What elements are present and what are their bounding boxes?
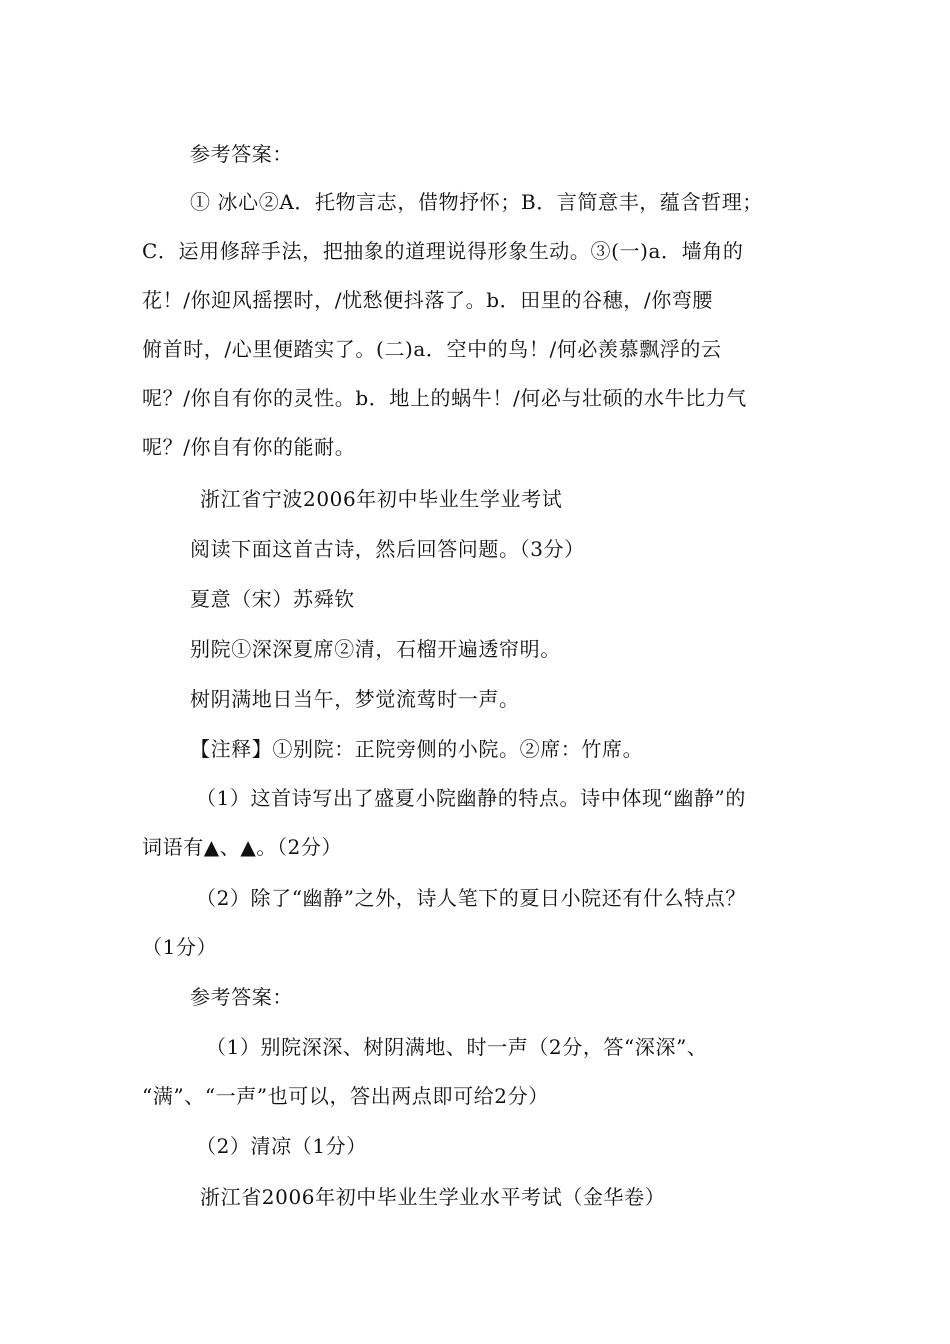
answer-text-line: 呢？/你自有你的灵性。b．地上的蜗牛！/何必与壮硕的水牛比力气 (142, 386, 747, 410)
poem-line: 树阴满地日当午，梦觉流莺时一声。 (190, 687, 520, 711)
question-text-line: 词语有▲、▲。（2分） (142, 835, 343, 859)
answer-text-line: C．运用修辞手法，把抽象的道理说得形象生动。③(一)a．墙角的 (142, 239, 744, 263)
answer-text-line: 呢？/你自有你的能耐。 (142, 435, 356, 459)
question-text-line: （1分） (142, 935, 218, 959)
answer-heading: 参考答案： (190, 985, 293, 1009)
poem-title: 夏意（宋）苏舜钦 (190, 587, 355, 611)
answer-text-line: （2）清凉（1分） (196, 1134, 367, 1158)
answer-heading: 参考答案： (190, 142, 293, 166)
annotation-text: 【注释】①别院：正院旁侧的小院。②席：竹席。 (190, 737, 644, 761)
answer-text-line: ① 冰心②A．托物言志，借物抒怀；B．言简意丰，蕴含哲理； (190, 190, 763, 214)
answer-text-line: “满”、“一声”也可以，答出两点即可给2分） (142, 1084, 549, 1108)
exam-title: 浙江省2006年初中毕业生学业水平考试（金华卷） (200, 1185, 666, 1209)
answer-text-line: 花！/你迎风摇摆时，/忧愁便抖落了。b．田里的谷穗，/你弯腰 (142, 288, 714, 312)
question-text-line: （2）除了“幽静”之外，诗人笔下的夏日小院还有什么特点？ (196, 886, 746, 910)
answer-text-line: （1）别院深深、树阴满地、时一声（2分，答“深深”、 (206, 1035, 708, 1059)
instruction-text: 阅读下面这首古诗，然后回答问题。（3分） (190, 537, 585, 561)
exam-title: 浙江省宁波2006年初中毕业生学业考试 (200, 487, 563, 511)
poem-line: 别院①深深夏席②清，石榴开遍透帘明。 (190, 637, 561, 661)
question-text-line: （1）这首诗写出了盛夏小院幽静的特点。诗中体现“幽静”的 (196, 786, 746, 810)
answer-text-line: 俯首时，/心里便踏实了。(二)a．空中的鸟！/何必羡慕飘浮的云 (142, 337, 722, 361)
